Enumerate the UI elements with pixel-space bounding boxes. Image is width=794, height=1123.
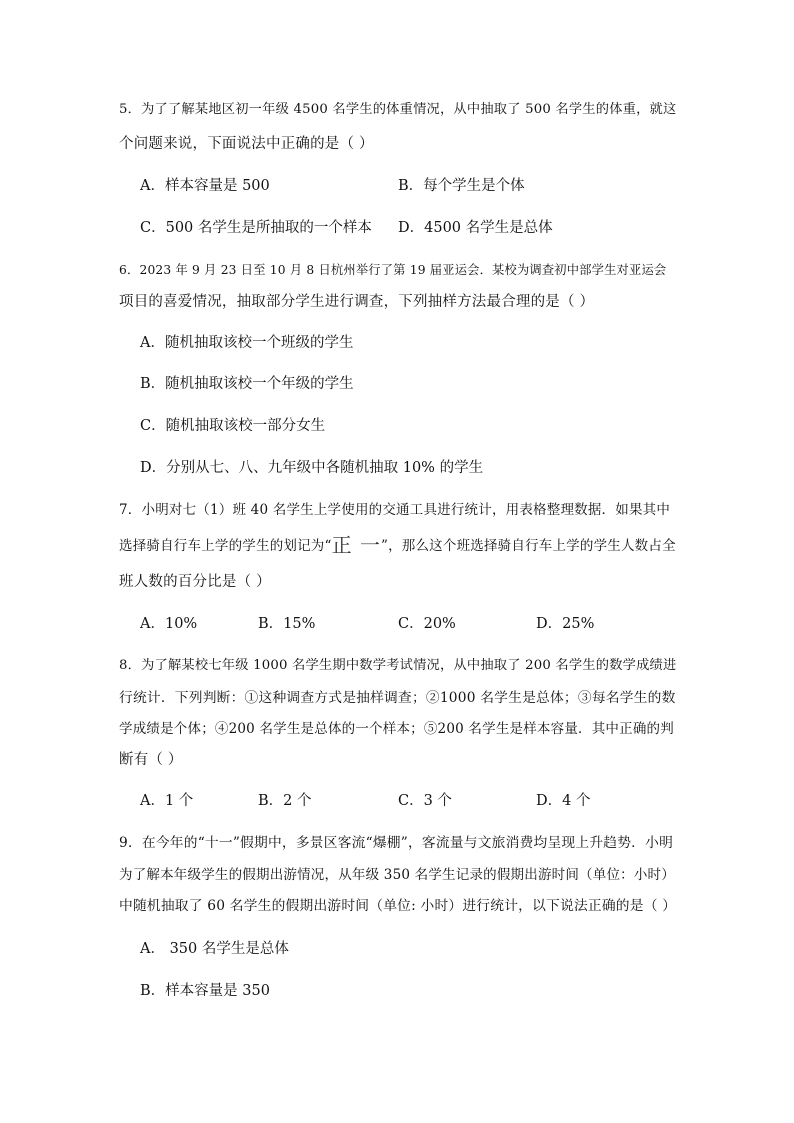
q5-option-a: A．样本容量是 500 [140,178,270,194]
q8-option-b: B．2 个 [258,793,312,809]
q7-option-b: B．15% [258,616,316,632]
q5-option-d: D．4500 名学生是总体 [398,220,553,236]
q8-option-d: D．4 个 [536,793,591,809]
q7-stem-line2-part2: ”，那么这个班选择骑自行车上学的学生人数占全 [380,538,676,554]
q8-stem-line4: 断有（ ） [119,752,183,768]
q7-stem-line2-part1: 选择骑自行车上学的学生的划记为“ [119,538,332,554]
q7-stem-line2 [119,533,676,557]
q8-option-a: A．1 个 [140,793,194,809]
q7-option-a: A．10% [140,616,198,632]
q6-stem-line2: 项目的喜爱情况，抽取部分学生进行调查，下列抽样方法最合理的是（ ） [119,294,595,310]
q7-option-d: D．25% [536,616,595,632]
q5-option-c: C．500 名学生是所抽取的一个样本 [140,220,372,236]
q8-stem-line2: 行统计．下列判断：①这种调查方式是抽样调查；②1000 名学生是总体；③每名学生的数 [119,690,676,706]
q9-stem-line1: 9．在今年的“十一”假期中，多景区客流“爆棚”，客流量与文旅消费均呈现上升趋势．小明 [119,835,674,851]
q5-stem-line2: 个问题来说，下面说法中正确的是（ ） [119,136,374,152]
q6-option-d: D．分别从七、八、九年级中各随机抽取 10% 的学生 [140,460,484,476]
q9-stem-line2: 为了解本年级学生的假期出游情况，从年级 350 名学生记录的假期出游时间（单位：小时） [119,867,675,883]
q5-option-b: B．每个学生是个体 [398,178,525,194]
q5-stem-line1: 5．为了了解某地区初一年级 4500 名学生的体重情况，从中抽取了 500 名学生的体重，就这 [119,102,677,117]
q6-option-b: B．随机抽取该校一个年级的学生 [140,376,354,392]
q6-stem-line1: 6．2023 年 9 月 23 日至 10 月 8 日杭州举行了第 19 届亚运会．某校为调查初中部学生对亚运会 [119,263,667,277]
q6-option-c: C．随机抽取该校一部分女生 [140,418,326,434]
q7-stem-line1: 7．小明对七（1）班 40 名学生上学使用的交通工具进行统计，用表格整理数据．如果其中 [119,502,671,518]
q9-option-b: B．样本容量是 350 [140,983,270,999]
q8-option-c: C．3 个 [398,793,452,809]
q7-stem-line3: 班人数的百分比是（ ） [119,574,271,590]
q8-stem-line1: 8．为了解某校七年级 1000 名学生期中数学考试情况，从中抽取了 200 名学生的数学成绩进 [119,658,677,673]
tally-mark: 正 一 [331,533,381,557]
q9-stem-line3: 中随机抽取了 60 名学生的假期出游时间（单位: 小时）进行统计，以下说法正确的是（ ） [119,898,677,914]
q6-option-a: A．随机抽取该校一个班级的学生 [140,335,354,351]
q7-option-c: C．20% [398,616,456,632]
q8-stem-line3: 学成绩是个体；④200 名学生是总体的一个样本；⑤200 名学生是样本容量．其中正确的判 [119,721,674,737]
q9-option-a: A． 350 名学生是总体 [140,941,289,957]
